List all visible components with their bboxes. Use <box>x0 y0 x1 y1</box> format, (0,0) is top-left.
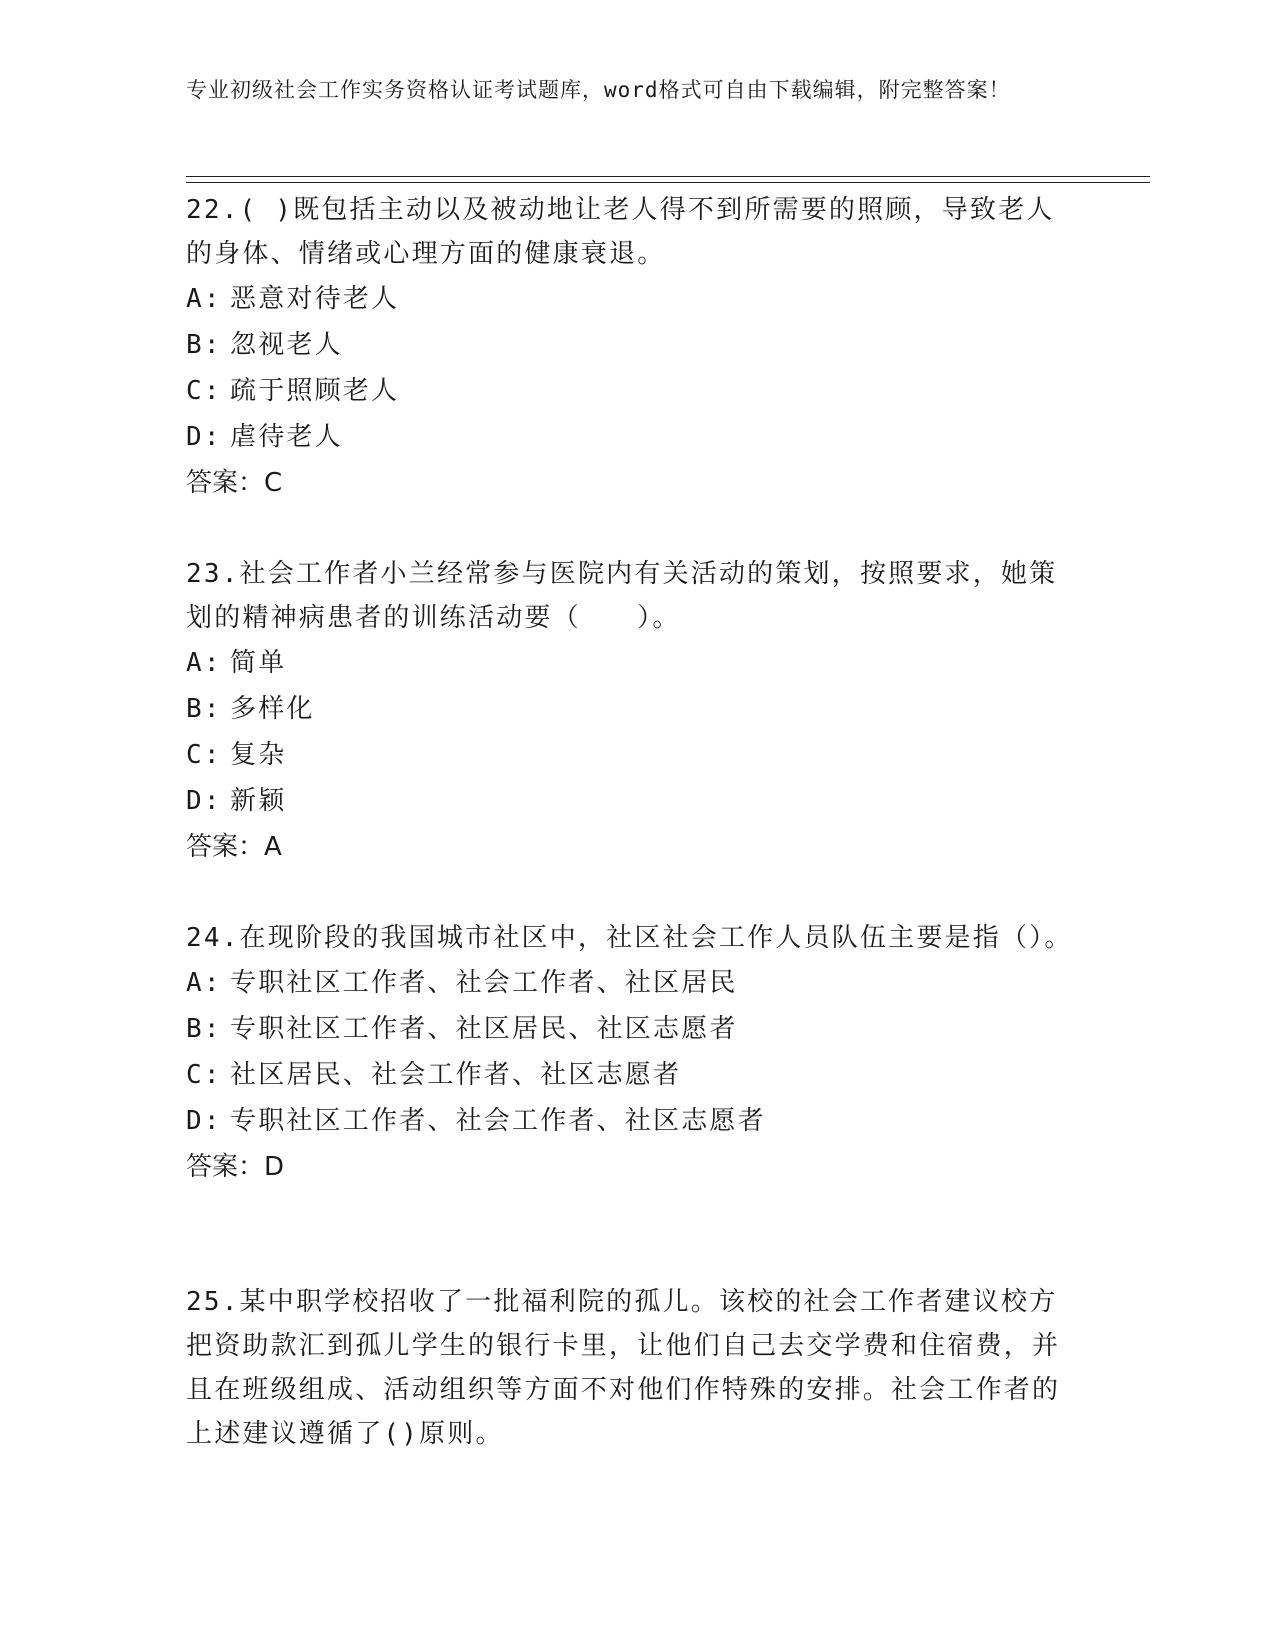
option-key: B: <box>186 1014 222 1044</box>
option-text: 专职社区工作者、社区居民、社区志愿者 <box>230 1014 738 1044</box>
question-stem: 22.( )既包括主动以及被动地让老人得不到所需要的照顾，导致老人的身体、情绪或心理方面的健康衰退。 <box>186 195 1055 269</box>
option-key: C: <box>186 376 222 406</box>
option-text: 恶意对待老人 <box>230 284 400 314</box>
option-key: A: <box>186 284 222 314</box>
option-key: A: <box>186 648 222 678</box>
question-stem: 25.某中职学校招收了一批福利院的孤儿。该校的社会工作者建议校方把资助款汇到孤儿学生的银行卡里，让他们自己去交学费和住宿费，并且在班级组成、活动组织等方面不对他们作特殊的安排。社会工作者的上述建议遵循了()原则。 <box>186 1287 1061 1449</box>
option-key: C: <box>186 740 222 770</box>
option-text: 复杂 <box>230 740 287 770</box>
option-text: 多样化 <box>230 694 315 724</box>
header-divider-top <box>186 176 1150 177</box>
option-text: 虐待老人 <box>230 422 343 452</box>
option-c <box>186 368 1076 414</box>
option-c <box>186 732 1076 778</box>
option-text: 新颖 <box>230 786 287 816</box>
answer: 答案：D <box>186 1152 285 1182</box>
option-d <box>186 414 1076 460</box>
option-d <box>186 1098 1076 1144</box>
question-24 <box>186 916 1076 1190</box>
option-text: 忽视老人 <box>230 330 343 360</box>
header-divider-bottom <box>186 182 1150 183</box>
option-key: B: <box>186 694 222 724</box>
question-23 <box>186 552 1076 870</box>
option-a <box>186 640 1076 686</box>
option-text: 专职社区工作者、社会工作者、社区居民 <box>230 968 738 998</box>
option-text: 疏于照顾老人 <box>230 376 400 406</box>
option-b <box>186 1006 1076 1052</box>
option-key: C: <box>186 1060 222 1090</box>
question-stem: 23.社会工作者小兰经常参与医院内有关活动的策划，按照要求，她策划的精神病患者的训练活动要（ ）。 <box>186 559 1058 633</box>
answer: 答案：C <box>186 468 283 498</box>
option-key: D: <box>186 786 222 816</box>
option-d <box>186 778 1076 824</box>
option-text: 专职社区工作者、社会工作者、社区志愿者 <box>230 1106 766 1136</box>
option-text: 简单 <box>230 648 287 678</box>
option-key: D: <box>186 1106 222 1136</box>
option-text: 社区居民、社会工作者、社区志愿者 <box>230 1060 682 1090</box>
question-22 <box>186 188 1076 506</box>
option-b <box>186 686 1076 732</box>
option-c <box>186 1052 1076 1098</box>
document-header: 专业初级社会工作实务资格认证考试题库，word格式可自由下载编辑，附完整答案！ <box>186 78 1011 102</box>
option-a <box>186 276 1076 322</box>
option-key: A: <box>186 968 222 998</box>
option-key: D: <box>186 422 222 452</box>
option-key: B: <box>186 330 222 360</box>
answer: 答案：A <box>186 832 282 862</box>
option-a <box>186 960 1076 1006</box>
question-25 <box>186 1280 1076 1456</box>
option-b <box>186 322 1076 368</box>
question-stem: 24.在现阶段的我国城市社区中，社区社会工作人员队伍主要是指（）。 <box>186 923 1073 953</box>
